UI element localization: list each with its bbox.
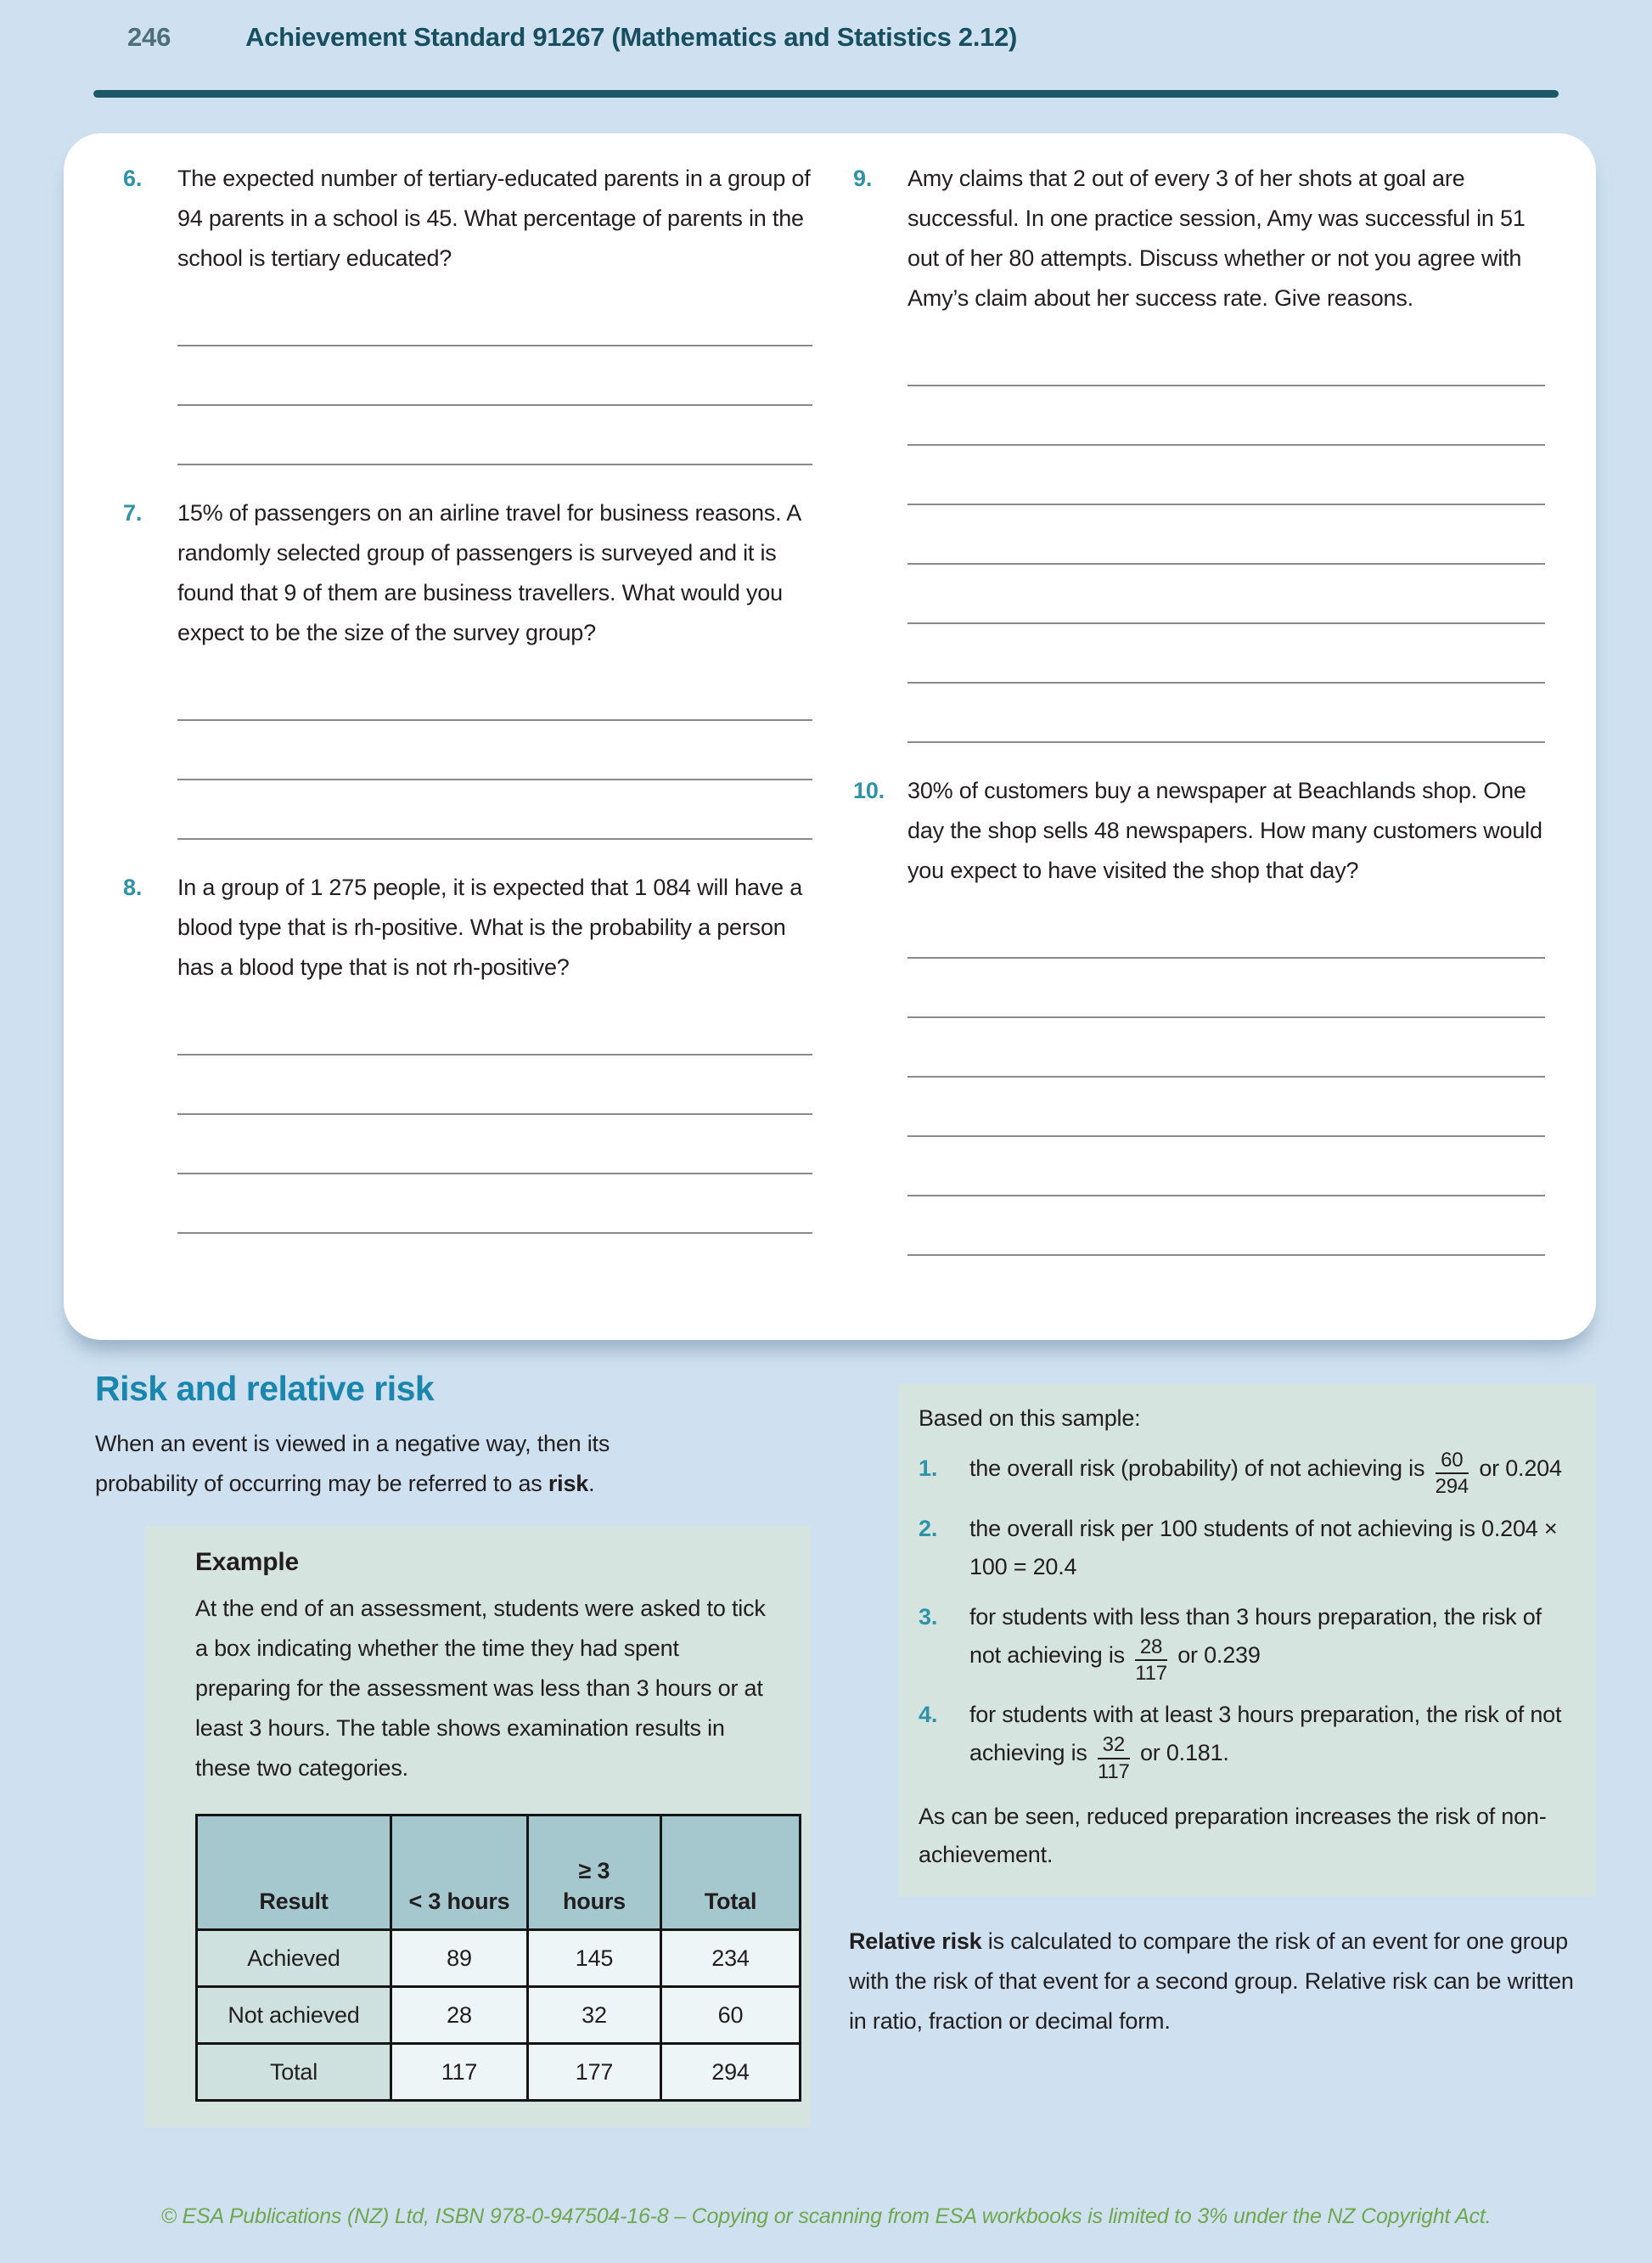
table-row-label: Total	[197, 2044, 391, 2101]
fraction	[1098, 1734, 1130, 1782]
answer-line	[907, 1018, 1545, 1078]
table-column-header: Result	[197, 1815, 391, 1930]
question-text: Amy claims that 2 out of every 3 of her shots at goal are successful. In one practice session, Amy was successful in 51 out of her 80 attempts. Discuss whether or not you agree with Amy’s claim about her success rate. Give reasons.	[907, 166, 1526, 311]
question-body	[177, 159, 812, 465]
table-row-label: Achieved	[197, 1930, 391, 1987]
sample-item-text: for students with less than 3 hours preparation, the risk of not achieving is $\frac{28}{117}$ or 0.239	[969, 1603, 1542, 1685]
question-body	[907, 159, 1545, 743]
fraction	[1135, 1636, 1167, 1684]
sample-item-number: 2.	[919, 1515, 938, 1541]
fraction-denominator: 294	[1435, 1475, 1469, 1499]
fraction-numerator: 60	[1436, 1450, 1469, 1474]
answer-line	[177, 1115, 812, 1174]
sample-item-number: 1.	[919, 1455, 938, 1481]
risk-term: risk	[548, 1471, 589, 1496]
sample-item-number: 3.	[919, 1603, 938, 1630]
question-number: 7.	[123, 500, 143, 526]
sample-item-number: 4.	[919, 1702, 938, 1728]
table-row	[197, 2044, 801, 2101]
questions-left	[123, 159, 812, 1262]
results-table-body	[197, 1930, 801, 2101]
table-column-header: Total	[661, 1815, 801, 1930]
table-row-label: Not achieved	[197, 1987, 391, 2044]
answer-line	[177, 1056, 812, 1115]
sample-item	[919, 1598, 1571, 1685]
answer-line	[177, 996, 812, 1056]
question-body	[177, 868, 812, 1234]
answer-line	[177, 346, 812, 406]
relative-risk-paragraph	[849, 1922, 1596, 2041]
table-cell: 294	[661, 2044, 801, 2101]
table-cell: 234	[661, 1930, 801, 1987]
question-block	[123, 868, 812, 1234]
answer-line	[907, 1137, 1545, 1196]
table-cell: 177	[528, 2044, 661, 2101]
answer-line	[177, 1174, 812, 1234]
results-table	[195, 1814, 801, 2102]
answer-lines	[907, 327, 1545, 743]
fraction	[1436, 1450, 1469, 1497]
table-cell: 145	[528, 1930, 661, 1987]
answer-line	[907, 446, 1545, 505]
fraction-numerator: 28	[1135, 1636, 1167, 1661]
page-header	[127, 22, 1559, 53]
answer-lines	[907, 899, 1545, 1256]
sample-item	[919, 1510, 1571, 1586]
answer-line	[177, 287, 812, 346]
sample-list	[919, 1450, 1571, 1782]
sample-item-text: the overall risk (probability) of not achieving is $\frac{60}{294}$ or 0.204	[969, 1449, 1562, 1499]
table-header-row	[197, 1815, 801, 1930]
table-cell: 89	[391, 1930, 528, 1987]
question-block	[123, 159, 812, 465]
question-block	[853, 771, 1545, 1256]
table-column-header: < 3 hours	[391, 1815, 528, 1930]
question-body	[177, 493, 812, 840]
risk-intro-period: .	[588, 1471, 595, 1496]
answer-line	[907, 386, 1545, 446]
relative-risk-term: Relative risk	[849, 1928, 982, 1954]
question-number: 9.	[853, 166, 873, 191]
risk-intro	[95, 1424, 647, 1504]
risk-heading: Risk and relative risk	[95, 1369, 435, 1408]
answer-line	[907, 959, 1545, 1018]
copyright-text: © ESA Publications (NZ) Ltd, ISBN 978-0-947504-16-8 – Copying or scanning from ESA workbooks is limited to 3% under the NZ Copyright Act.	[160, 2204, 1492, 2228]
table-row	[197, 1987, 801, 2044]
sample-box	[898, 1384, 1596, 1896]
answer-line	[907, 684, 1545, 743]
question-text: In a group of 1 275 people, it is expected that 1 084 will have a blood type that is rh-positive. What is the probability a person has a blood type that is not rh-positive?	[177, 875, 803, 980]
example-title: Example	[195, 1548, 299, 1576]
question-number: 6.	[123, 166, 143, 191]
sample-item	[919, 1696, 1571, 1782]
question-number: 8.	[123, 875, 143, 900]
table-cell: 28	[391, 1987, 528, 2044]
answer-line	[907, 1196, 1545, 1256]
answer-line	[907, 624, 1545, 684]
fraction-denominator: 117	[1135, 1661, 1167, 1685]
fraction-numerator: 32	[1098, 1734, 1130, 1759]
table-row	[197, 1930, 801, 1987]
page-footer	[0, 2204, 1652, 2229]
answer-line	[177, 406, 812, 465]
question-text: 15% of passengers on an airline travel for business reasons. A randomly selected group of passengers is surveyed and it is found that 9 of them are business travellers. What would you expect to be the size of the survey group?	[177, 500, 801, 645]
questions-right	[853, 159, 1545, 1284]
answer-line	[177, 721, 812, 780]
answer-line	[907, 505, 1545, 565]
question-body	[907, 771, 1545, 1256]
answer-lines	[177, 287, 812, 465]
questions-card	[64, 133, 1596, 1340]
header-rule	[93, 90, 1559, 98]
relative-risk-text: is calculated to compare the risk of an event for one group with the risk of that event for a second group. Relative risk can be written in ratio, fraction or decimal form.	[849, 1928, 1574, 2034]
question-block	[123, 493, 812, 840]
sample-item-text: for students with at least 3 hours preparation, the risk of not achieving is $\frac{32}{117}$ or 0.181.	[969, 1702, 1562, 1783]
answer-line	[177, 780, 812, 840]
sample-outro: As can be seen, reduced preparation increases the risk of non-achievement.	[919, 1803, 1547, 1867]
example-body: At the end of an assessment, students were asked to tick a box indicating whether the time they had spent preparing for the assessment was less than 3 hours or at least 3 hours. The table shows examination results in these two categories.	[195, 1596, 766, 1781]
page-number: 246	[127, 22, 171, 52]
question-text: 30% of customers buy a newspaper at Beachlands shop. One day the shop sells 48 newspapers. How many customers would you expect to have visited the shop that day?	[907, 778, 1542, 883]
sample-section	[849, 1384, 1596, 2041]
answer-line	[907, 327, 1545, 386]
table-cell: 117	[391, 2044, 528, 2101]
question-text: The expected number of tertiary-educated parents in a group of 94 parents in a school is 45. What percentage of parents in the school is tertiary educated?	[177, 166, 811, 271]
answer-line	[907, 1078, 1545, 1137]
risk-section	[95, 1369, 812, 2127]
answer-lines	[177, 661, 812, 840]
table-cell: 60	[661, 1987, 801, 2044]
table-cell: 32	[528, 1987, 661, 2044]
fraction-denominator: 117	[1097, 1759, 1130, 1783]
sample-item-text: the overall risk per 100 students of not achieving is 0.204 × 100 = 20.4	[969, 1515, 1558, 1579]
answer-lines	[177, 996, 812, 1234]
example-box	[144, 1526, 811, 2127]
page-title: Achievement Standard 91267 (Mathematics and Statistics 2.12)	[245, 22, 1018, 52]
sample-intro: Based on this sample:	[919, 1405, 1141, 1431]
risk-intro-text: When an event is viewed in a negative way, then its probability of occurring may be referred to as	[95, 1431, 610, 1496]
sample-item	[919, 1450, 1571, 1498]
answer-line	[177, 661, 812, 721]
answer-line	[907, 899, 1545, 959]
question-number: 10.	[853, 778, 885, 803]
table-column-header: ≥ 3 hours	[528, 1815, 661, 1930]
answer-line	[907, 565, 1545, 624]
question-block	[853, 159, 1545, 743]
